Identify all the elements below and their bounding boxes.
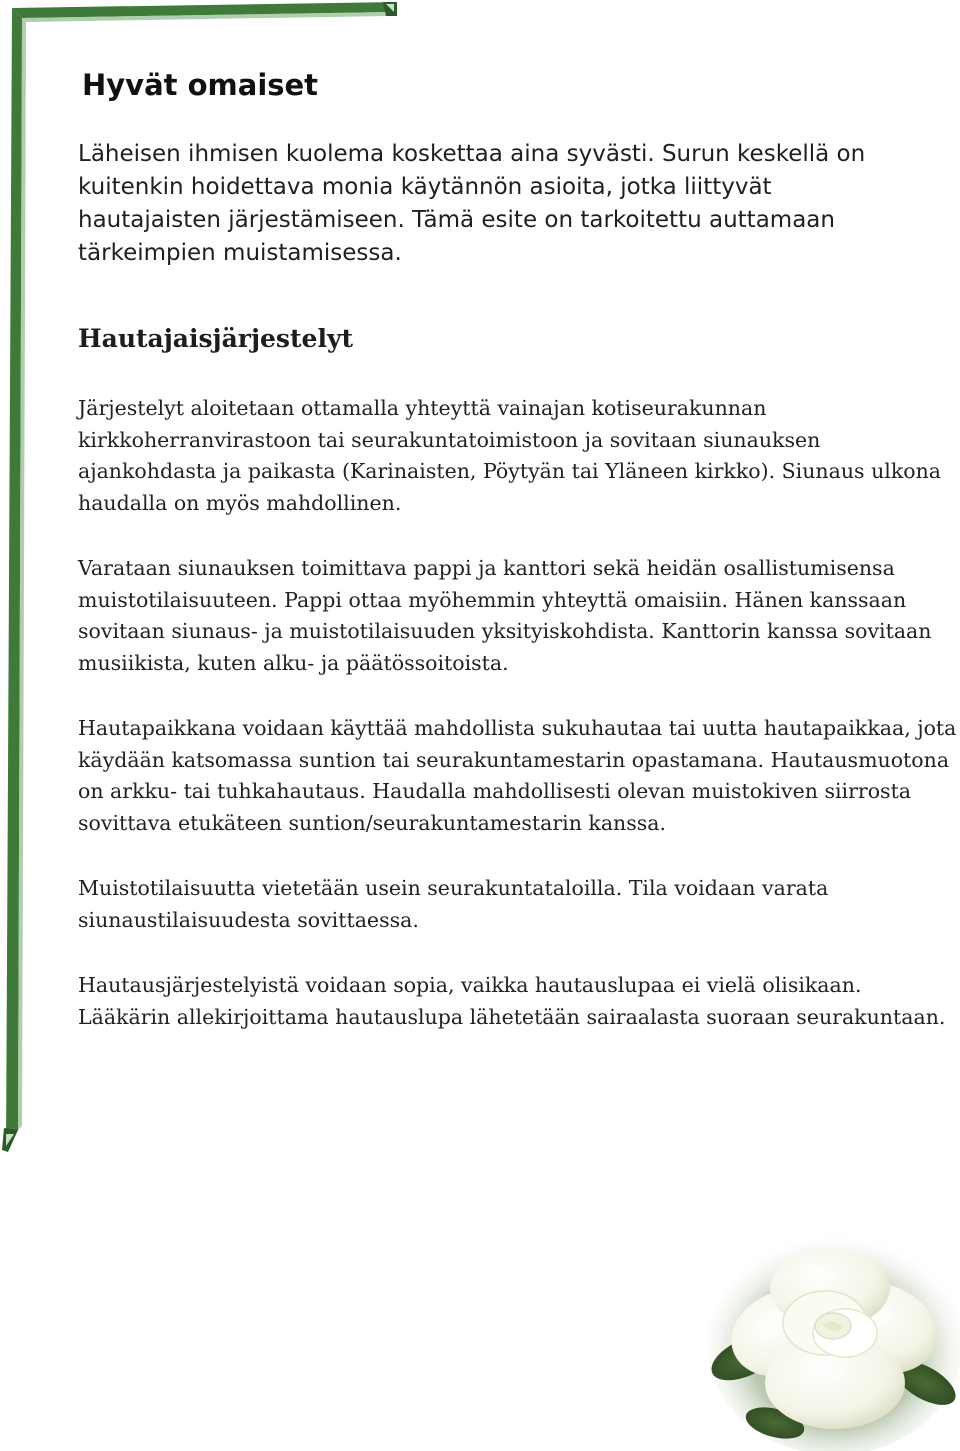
intro-paragraph: Läheisen ihmisen kuolema koskettaa aina syvästi. Surun keskellä on kuitenkin hoidettava monia käytännön asioita, jotka liittyvät hautajaisten järjestämiseen. Tämä esite on tarkoitettu auttamaan tärkeimpien muistamisessa.	[78, 141, 866, 266]
paragraph-burial-site: Hautapaikkana voidaan käyttää mahdollista sukuhautaa tai uutta hautapaikkaa, jota käydään katsomassa suntion tai seurakuntamestarin opastamana. Hautausmuotona on arkku- tai tuhkahautaus. Haudalla mahdollisesti olevan muistokiven siirrosta sovittava etukäteen suntion/seurakuntamestarin kanssa.	[78, 716, 957, 835]
white-rose-image	[705, 1208, 960, 1451]
paragraph-arrangements: Järjestelyt aloitetaan ottamalla yhteyttä vainajan kotiseurakunnan kirkkoherranvirastoon tai seurakuntatoimistoon ja sovitaan siunauksen ajankohdasta ja paikasta (Karinaisten, Pöytyän tai Yläneen kirkko). Siunaus ulkona haudalla on myös mahdollinen.	[78, 396, 942, 515]
paragraph-burial-permit: Hautausjärjestelyistä voidaan sopia, vaikka hautauslupaa ei vielä olisikaan. Lääkärin allekirjoittama hautauslupa lähetetään sairaalasta suoraan seurakuntaan.	[78, 973, 946, 1029]
paragraph-memorial: Muistotilaisuutta vietetään usein seurakuntataloilla. Tila voidaan varata siunaustilaisuudesta sovittaessa.	[78, 876, 829, 932]
page-title: Hyvät omaiset	[82, 68, 319, 102]
section-heading: Hautajaisjärjestelyt	[78, 324, 354, 353]
paragraph-clergy: Varataan siunauksen toimittava pappi ja kanttori sekä heidän osallistumisensa muistotilaisuuteen. Pappi ottaa myöhemmin yhteyttä omaisiin. Hänen kanssaan sovitaan siunaus- ja muistotilaisuuden yksityiskohdista. Kanttorin kanssa sovitaan musiikista, kuten alku- ja päätössoitoista.	[78, 556, 932, 675]
document-body	[78, 68, 958, 1067]
